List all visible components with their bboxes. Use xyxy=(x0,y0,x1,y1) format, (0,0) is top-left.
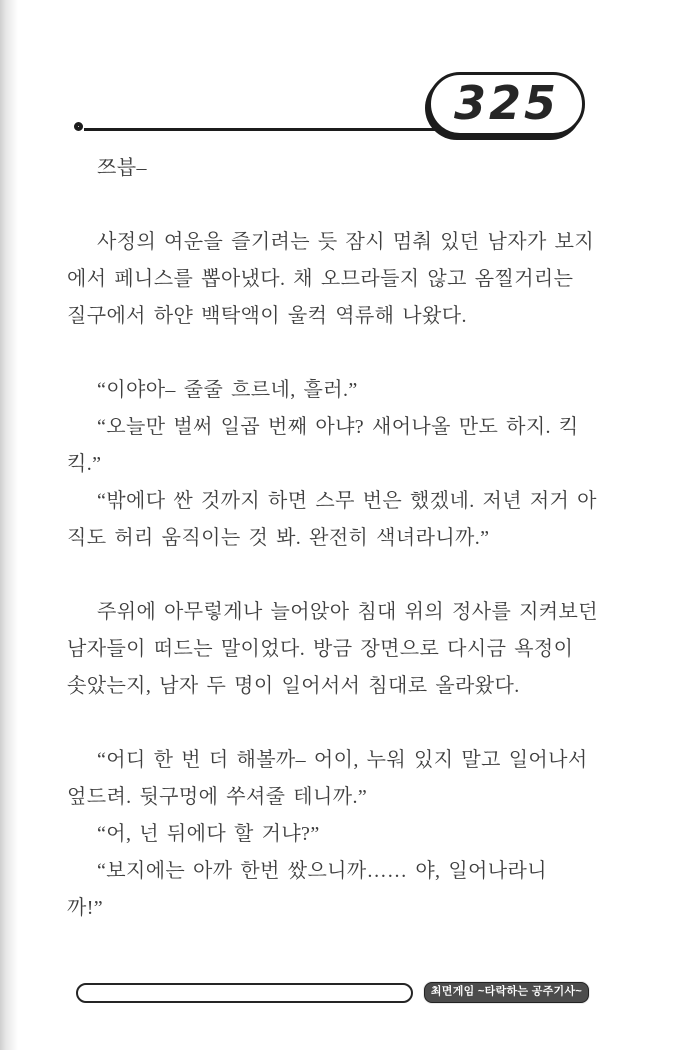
text-line: “보지에는 아까 한번 쌌으니까…… 야, 일어나라니 xyxy=(97,860,547,882)
page-number: 325 xyxy=(453,76,560,130)
header-rule-line xyxy=(84,128,456,131)
blank-line xyxy=(67,557,612,594)
text-line: 에서 페니스를 뽑아냈다. 채 오므라들지 않고 옴찔거리는 xyxy=(67,268,574,290)
text-body xyxy=(67,150,612,927)
text-line: 엎드려. 뒷구멍에 쑤셔줄 테니까.” xyxy=(67,786,368,808)
page-number-badge xyxy=(428,72,585,136)
rule-endpoint-ring-icon xyxy=(74,122,83,131)
text-line: “어, 넌 뒤에다 할 거냐?” xyxy=(97,823,320,845)
text-line: “어디 한 번 더 해볼까– 어이, 누워 있지 말고 일어나서 xyxy=(97,749,588,771)
text-line: 킥.” xyxy=(67,453,102,475)
blank-line xyxy=(67,705,612,742)
footer-rule-pill xyxy=(76,983,413,1003)
text-line: “밖에다 싼 것까지 하면 스무 번은 했겠네. 저년 저거 아 xyxy=(97,490,597,512)
series-title-badge xyxy=(424,982,589,1003)
text-line: “이야아– 줄줄 흐르네, 흘러.” xyxy=(97,379,358,401)
blank-line xyxy=(67,335,612,372)
text-line: 남자들이 떠드는 말이었다. 방금 장면으로 다시금 욕정이 xyxy=(67,638,574,660)
text-line: 솟았는지, 남자 두 명이 일어서서 침대로 올라왔다. xyxy=(67,675,520,697)
text-line: 까!” xyxy=(67,897,104,919)
series-title: 최면게임 ~타락하는 공주기사~ xyxy=(430,985,583,998)
text-line: 주위에 아무렇게나 늘어앉아 침대 위의 정사를 지켜보던 xyxy=(97,601,598,623)
blank-line xyxy=(67,187,612,224)
page-edge-shading xyxy=(0,0,18,1050)
text-line: 쯔븝– xyxy=(97,157,147,179)
text-line: 질구에서 하얀 백탁액이 울컥 역류해 나왔다. xyxy=(67,305,467,327)
text-line: 직도 허리 움직이는 것 봐. 완전히 색녀라니까.” xyxy=(67,527,490,549)
text-line: “오늘만 벌써 일곱 번째 아냐? 새어나올 만도 하지. 킥 xyxy=(97,416,579,438)
text-line: 사정의 여운을 즐기려는 듯 잠시 멈춰 있던 남자가 보지 xyxy=(97,231,595,253)
